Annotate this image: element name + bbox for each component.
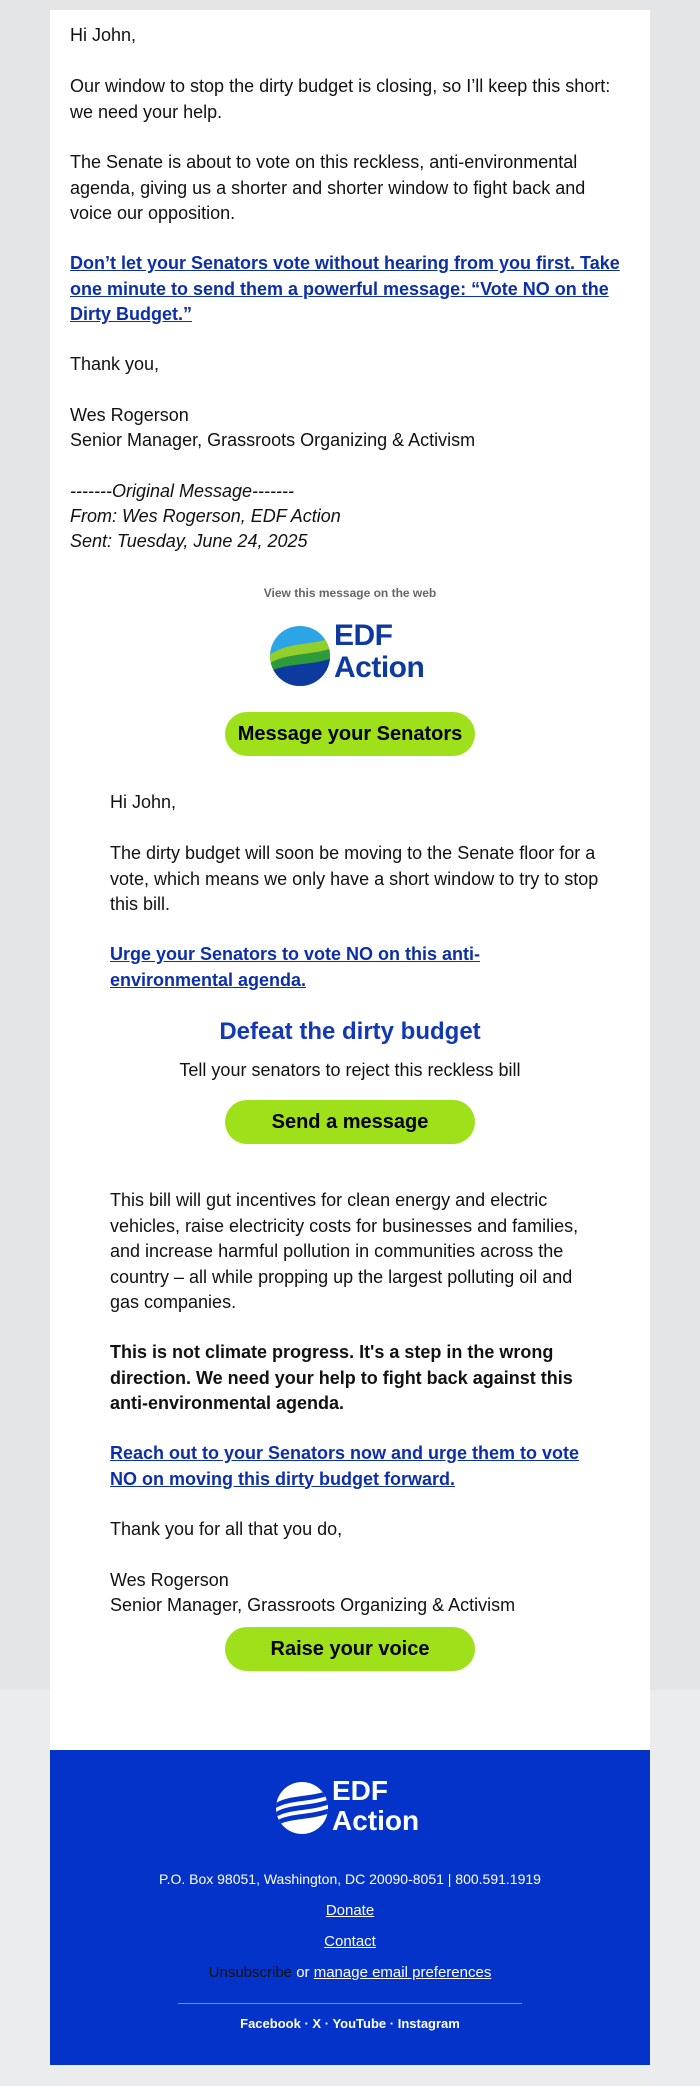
message-senators-button[interactable]: Message your Senators [225, 712, 475, 756]
x-link[interactable]: X [312, 2016, 322, 2031]
view-on-web-link[interactable]: View this message on the web [263, 586, 437, 600]
logo-text-edf: EDF [334, 619, 393, 652]
social-separator: · [304, 2016, 309, 2031]
original-paragraph-1: The dirty budget will soon be moving to the Senate floor for a vote, which means we only have a short window to try to stop this bill. [110, 843, 599, 914]
facebook-link[interactable]: Facebook [240, 2016, 301, 2031]
original-from: From: Wes Rogerson, EDF Action [70, 506, 341, 526]
original-sent: Sent: Tuesday, June 24, 2025 [70, 531, 308, 551]
social-separator: · [324, 2016, 330, 2031]
section-subheading: Tell your senators to reject this reckless bill [179, 1060, 521, 1080]
urge-senators-link[interactable]: Urge your Senators to vote NO on this anti-environmental agenda. [110, 944, 481, 990]
donate-link[interactable]: Donate [325, 1902, 375, 1919]
footer [50, 1750, 650, 2065]
contact-row [50, 1933, 650, 1951]
original-sender-title: Senior Manager, Grassroots Organizing & Activism [110, 1595, 516, 1615]
unsubscribe-link[interactable]: Unsubscribe [208, 1964, 293, 1981]
forward-paragraph-2: The Senate is about to vote on this reckless, anti-environmental agenda, giving us a shorter and shorter window to fight back and voice our opposition. [70, 152, 586, 223]
footer-wave-icon [274, 1780, 330, 1836]
forward-cta-link[interactable]: Don’t let your Senators vote without hearing from you first. Take one minute to send them a powerful message: “Vote NO on the Dirty Budget.” [70, 253, 620, 324]
edf-action-logo [268, 620, 438, 694]
original-sender-name: Wes Rogerson [110, 1570, 229, 1590]
social-separator: · [389, 2016, 395, 2031]
footer-logo [274, 1776, 434, 1838]
raise-voice-button[interactable]: Raise your voice [225, 1627, 475, 1671]
donate-row [50, 1902, 650, 1920]
greeting: Hi John, [70, 25, 137, 45]
youtube-link[interactable]: YouTube [332, 2016, 387, 2031]
send-message-button[interactable]: Send a message [225, 1100, 475, 1144]
footer-divider [178, 2003, 522, 2004]
sender-title: Senior Manager, Grassroots Organizing & Activism [70, 430, 476, 450]
original-signoff: Thank you for all that you do, [110, 1519, 343, 1539]
footer-address: P.O. Box 98051, Washington, DC 20090-8051 | 800.591.1919 [159, 1871, 541, 1887]
original-greeting: Hi John, [110, 792, 177, 812]
social-links [50, 2016, 650, 2031]
contact-link[interactable]: Contact [324, 1933, 376, 1950]
footer-logo-action: Action [332, 1805, 420, 1836]
section-heading: Defeat the dirty budget [219, 1018, 481, 1045]
instagram-link[interactable]: Instagram [397, 2016, 460, 2031]
reach-out-link[interactable]: Reach out to your Senators now and urge them to vote NO on moving this dirty budget forward. [110, 1443, 580, 1489]
email-body [50, 10, 650, 1750]
logo-text-action: Action [334, 651, 425, 684]
edf-wave-icon [268, 624, 332, 688]
forward-signoff: Thank you, [70, 354, 160, 374]
unsubscribe-row [50, 1964, 650, 1981]
footer-logo-edf: EDF [332, 1775, 388, 1806]
original-bold-paragraph: This is not climate progress. It's a step in the wrong direction. We need your help to fight back against this anti-environmental agenda. [110, 1342, 573, 1413]
forward-paragraph-1: Our window to stop the dirty budget is closing, so I’ll keep this short: we need your help. [70, 76, 611, 122]
manage-preferences-link[interactable]: manage email preferences [313, 1964, 492, 1981]
sender-name: Wes Rogerson [70, 405, 189, 425]
original-paragraph-2: This bill will gut incentives for clean energy and electric vehicles, raise electricity costs for businesses and families, and increase harmful pollution in communities across the country – all while propping up the largest polluting oil and gas companies. [110, 1190, 579, 1312]
original-message-header: -------Original Message------- [70, 481, 294, 501]
or-text: or [296, 1964, 310, 1981]
